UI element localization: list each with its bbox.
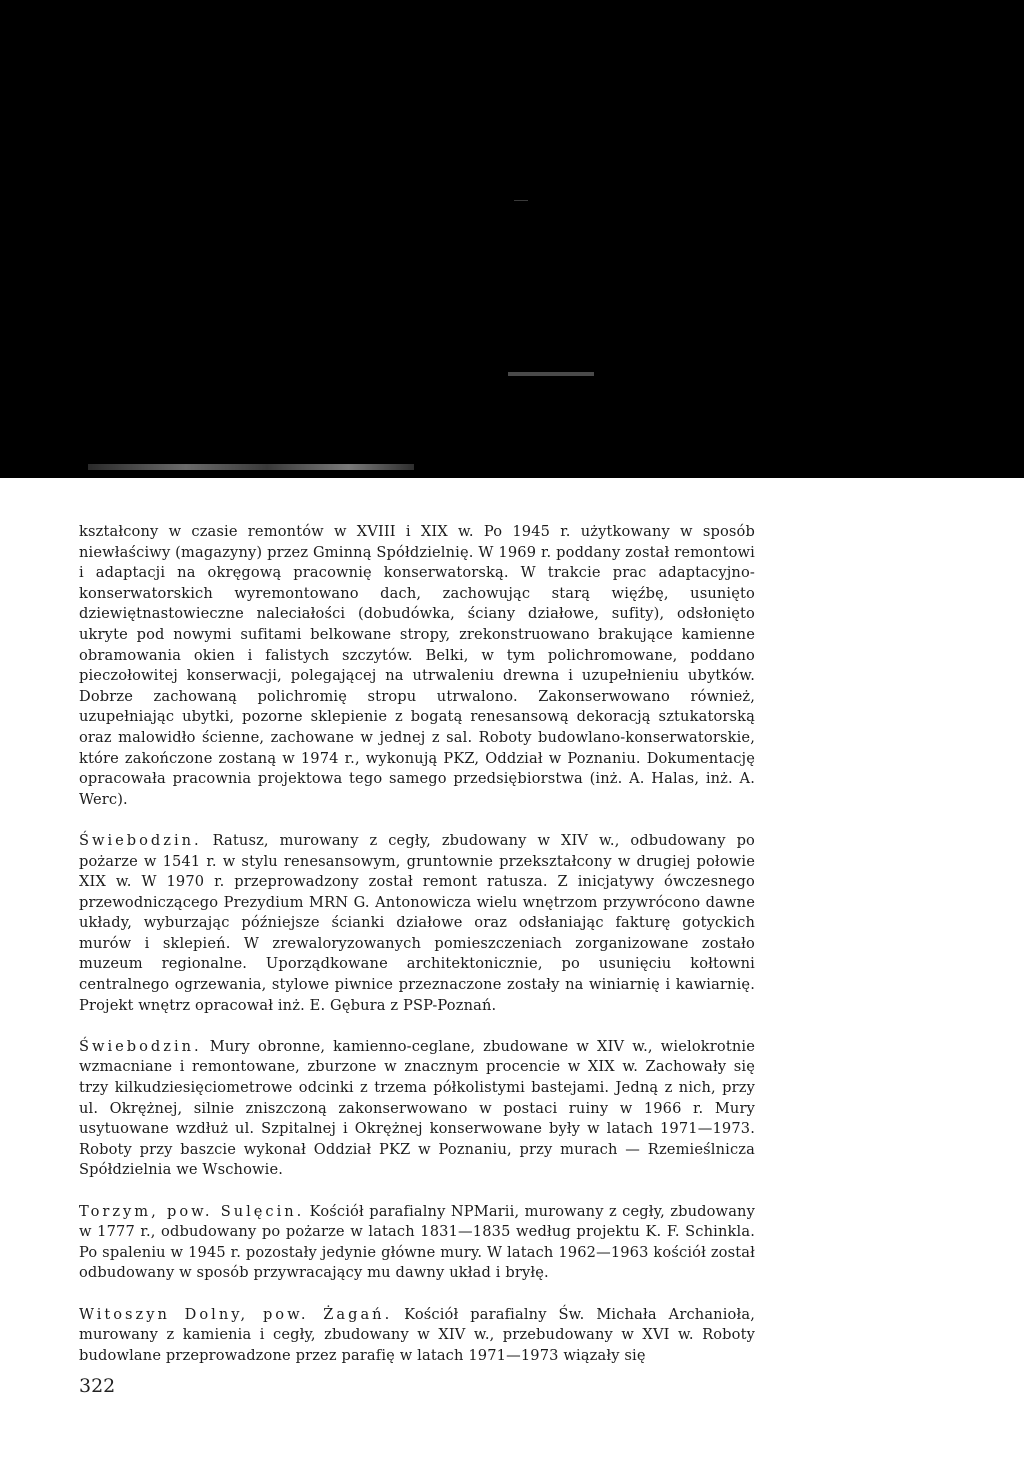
paragraph	[79, 1305, 755, 1367]
body-text	[79, 522, 755, 1366]
paragraph	[79, 1202, 755, 1284]
location-heading: Witoszyn Dolny, pow. Żagań.	[79, 1305, 393, 1323]
paragraph-text: Mury obronne, kamienno-ceglane, zbudowane w XIV w., wielokrotnie wzmacniane i remontowane, zburzone w znacznym procencie w XIX w. Zachowały się trzy kilkudziesięciometrowe odcinki z trzema półkolistymi bastejami. Jedną z nich, przy ul. Okrężnej, silnie zniszczoną zakonserwowano w postaci ruiny w 1966 r. Mury usytuowane wzdłuż ul. Szpitalnej i Okrężnej konserwowane były w latach 1971—1973. Roboty przy baszcie wykonał Oddział PKZ w Poznaniu, przy murach — Rzemieślnicza Spółdzielnia we Wschowie.	[79, 1037, 755, 1179]
page-number: 322	[79, 1375, 116, 1397]
location-heading: Świebodzin.	[79, 1037, 202, 1055]
location-heading: Torzym, pow. Sulęcin.	[79, 1202, 305, 1220]
paragraph	[79, 831, 755, 1016]
paragraph-text: Kościół parafialny NPMarii, murowany z cegły, zbudowany w 1777 r., odbudowany po pożarze w latach 1831—1835 według projektu K. F. Schinkla. Po spaleniu w 1945 r. pozostały jedynie główne mury. W latach 1962—1963 kościół został odbudowany w sposób przywracający mu dawny układ i bryłę.	[79, 1202, 755, 1282]
photograph	[0, 0, 1024, 478]
location-heading: Świebodzin.	[79, 831, 202, 849]
paragraph-text: Ratusz, murowany z cegły, zbudowany w XIV w., odbudowany po pożarze w 1541 r. w stylu renesansowym, gruntownie przekształcony w drugiej połowie XIX w. W 1970 r. przeprowadzony został remont ratusza. Z inicjatywy ówczesnego przewodniczącego Prezydium MRN G. Antonowicza wielu wnętrzom przywrócono dawne układy, wyburzając późniejsze ścianki działowe oraz odsłaniając fakturę gotyckich murów i sklepień. W zrewaloryzowanych pomieszczeniach zorganizowane zostało muzeum regionalne. Uporządkowane architektonicznie, po usunięciu kołtowni centralnego ogrzewania, stylowe piwnice przeznaczone zostały na winiarnię i kawiarnię. Projekt wnętrz opracował inż. E. Gębura z PSP-Poznań.	[79, 831, 755, 1014]
paragraph	[79, 522, 755, 810]
paragraph	[79, 1037, 755, 1181]
paragraph-text: kształcony w czasie remontów w XVIII i XIX w. Po 1945 r. użytkowany w sposób niewłaściwy (magazyny) przez Gminną Spółdzielnię. W 1969 r. poddany został remontowi i adaptacji na okręgową pracownię konserwatorską. W trakcie prac adaptacyjno-konserwatorskich wyremontowano dach, zachowując starą więźbę, usunięto dziewiętnastowieczne naleciałości (dobudówka, ściany działowe, sufity), odsłonięto ukryte pod nowymi sufitami belkowane stropy, zrekonstruowano brakujące kamienne obramowania okien i falistych szczytów. Belki, w tym polichromowane, poddano pieczołowitej konserwacji, polegającej na utrwaleniu drewna i uzupełnieniu ubytków. Dobrze zachowaną polichromię stropu utrwalono. Zakonserwowano również, uzupełniając ubytki, pozorne sklepienie z bogatą renesansową dekoracją sztukatorską oraz malowidło ścienne, zachowane w jednej z sal. Roboty budowlano-konserwatorskie, które zakończone zostaną w 1974 r., wykonują PKZ, Oddział w Poznaniu. Dokumentację opracowała pracownia projektowa tego samego przedsiębiorstwa (inż. A. Halas, inż. A. Werc).	[79, 523, 755, 808]
paragraph-text: Kościół parafialny Św. Michała Archanioła, murowany z kamienia i cegły, zbudowany w XIV w., przebudowany w XVI w. Roboty budowlane przeprowadzone przez parafię w latach 1971—1973 wiązały się	[79, 1305, 755, 1364]
